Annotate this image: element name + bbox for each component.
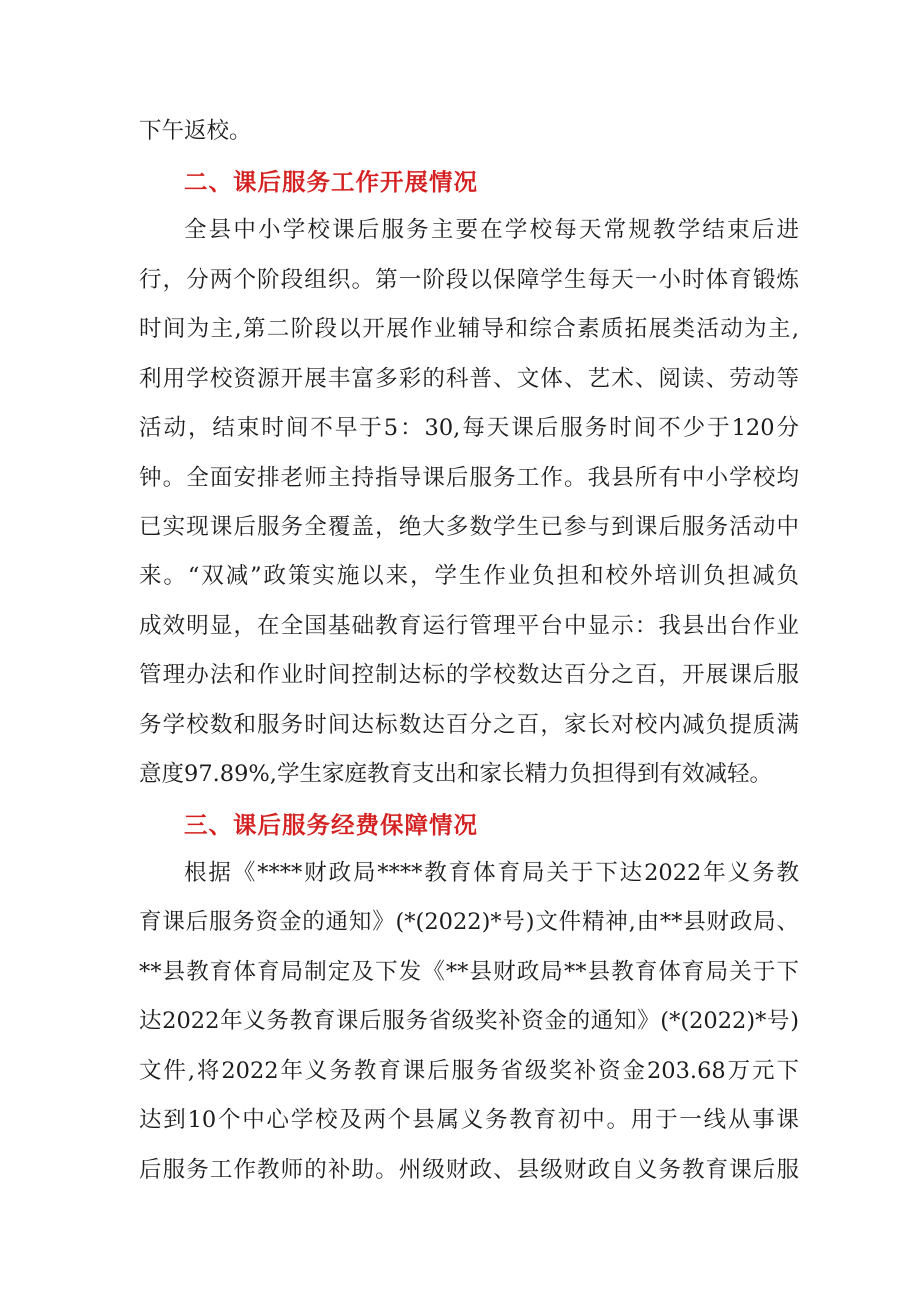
text-line: 下午返校。 [139, 118, 252, 144]
text-line: 钟。全面安排老师主持指导课后服务工作。我县所有中小学校均 [139, 465, 799, 491]
text-line: **县教育体育局制定及下发《**县财政局**县教育体育局关于下 [139, 959, 799, 985]
text-line: 达到10个中心学校及两个县属义务教育初中。用于一线从事课 [139, 1107, 799, 1133]
text-line: 务学校数和服务时间达标数达百分之百，家长对校内减负提质满 [139, 712, 799, 738]
text-line: 来。“双减”政策实施以来，学生作业负担和校外培训负担减负 [139, 563, 799, 589]
text-line: 行，分两个阶段组织。第一阶段以保障学生每天一小时体育锻炼 [139, 267, 799, 293]
text-line: 育课后服务资金的通知》(*(2022)*号)文件精神,由**县财政局、 [139, 909, 799, 935]
section-heading-2: 二、课后服务工作开展情况 [184, 168, 478, 196]
text-line: 后服务工作教师的补助。州级财政、县级财政自义务教育课后服 [139, 1157, 799, 1183]
text-line: 利用学校资源开展丰富多彩的科普、文体、艺术、阅读、劳动等 [139, 366, 799, 392]
text-line: 活动，结束时间不早于5：30,每天课后服务时间不少于120分 [139, 415, 799, 441]
text-line: 时间为主,第二阶段以开展作业辅导和综合素质拓展类活动为主, [139, 316, 799, 342]
text-line: 全县中小学校课后服务主要在学校每天常规教学结束后进 [184, 217, 799, 243]
text-line: 达2022年义务教育课后服务省级奖补资金的通知》(*(2022)*号) [139, 1008, 799, 1034]
section-heading-3: 三、课后服务经费保障情况 [184, 811, 478, 839]
text-line: 根据《****财政局****教育体育局关于下达2022年义务教 [184, 860, 799, 886]
text-line: 已实现课后服务全覆盖，绝大多数学生已参与到课后服务活动中 [139, 514, 799, 540]
text-line: 成效明显，在全国基础教育运行管理平台中显示：我县出台作业 [139, 613, 799, 639]
text-line: 文件,将2022年义务教育课后服务省级奖补资金203.68万元下 [139, 1058, 799, 1084]
text-line: 意度97.89%,学生家庭教育支出和家长精力负担得到有效减轻。 [139, 761, 772, 787]
text-line: 管理办法和作业时间控制达标的学校数达百分之百，开展课后服 [139, 662, 799, 688]
